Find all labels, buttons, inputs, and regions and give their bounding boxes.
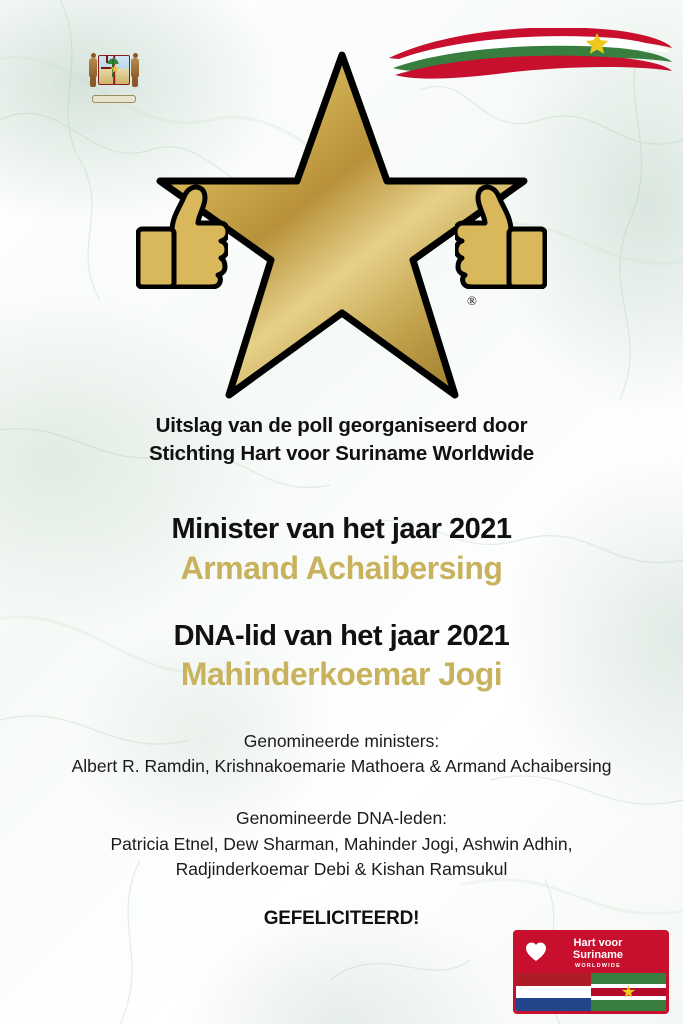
award-dna-name: Mahinderkoemar Jogi	[180, 655, 503, 692]
organizer-line-1: Uitslag van de poll georganiseerd door	[155, 414, 528, 437]
organizer-block	[0, 412, 683, 467]
thumbs-up-left-icon	[136, 183, 228, 289]
thumbs-up-right-icon	[455, 183, 547, 289]
poster-content	[0, 412, 683, 930]
nominations-dna-line-2: Radjinderkoemar Debi & Kishan Ramsukul	[175, 859, 508, 880]
logo-text-block	[573, 937, 623, 969]
logo-header	[516, 933, 666, 973]
suriname-flag-icon	[591, 973, 666, 1011]
nominations-dna-line-1: Patricia Etnel, Dew Sharman, Mahinder Jogi, Ashwin Adhin,	[110, 833, 573, 854]
nominations-dna-heading: Genomineerde DNA-leden:	[235, 808, 448, 829]
nominations-ministers-heading: Genomineerde ministers:	[243, 730, 440, 751]
award-dna-member	[0, 618, 683, 694]
nominations-ministers	[0, 728, 683, 780]
registered-trademark-mark: ®	[467, 293, 477, 308]
hart-voor-suriname-logo	[513, 930, 669, 1014]
award-dna-title: DNA-lid van het jaar 2021	[173, 619, 510, 652]
logo-line-1: Hart voor	[573, 937, 623, 950]
congratulations-text: GEFELICITEERD!	[263, 908, 420, 930]
award-minister	[0, 511, 683, 587]
logo-line-2: Suriname	[572, 949, 624, 962]
organizer-line-2: Stichting Hart voor Suriname Worldwide	[149, 441, 534, 465]
logo-line-3: WORLDWIDE	[575, 962, 621, 969]
award-minister-title: Minister van het jaar 2021	[171, 513, 512, 546]
netherlands-flag-icon	[516, 973, 591, 1011]
heart-icon	[524, 940, 548, 964]
award-minister-name: Armand Achaibersing	[180, 549, 503, 586]
nominations-dna	[0, 805, 683, 882]
gold-star-thumbs-emblem	[0, 55, 683, 415]
logo-flags	[516, 973, 666, 1011]
nominations-ministers-line-1: Albert R. Ramdin, Krishnakoemarie Mathoera & Armand Achaibersing	[71, 756, 612, 777]
